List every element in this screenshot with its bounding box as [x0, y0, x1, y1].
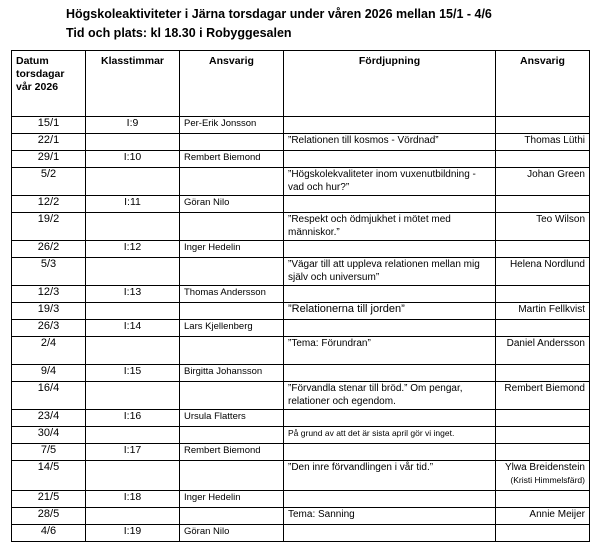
ansvarig-2-cell: [496, 286, 590, 303]
fordjupning-cell: [284, 365, 496, 382]
ansvarig-cell: [180, 508, 284, 525]
fordjupning-cell-text: ”Relationerna till jorden”: [288, 303, 405, 315]
ansvarig-2-cell: [496, 508, 590, 525]
ansvarig-2-cell: [496, 134, 590, 151]
date-cell: [12, 410, 86, 427]
ansvarig-2-cell-text: Ylwa Breidenstein: [504, 462, 585, 473]
klasstimme-cell-text: I:10: [123, 151, 142, 163]
date-cell-text: 30/4: [37, 427, 60, 439]
klasstimme-cell-text: I:18: [123, 491, 142, 503]
date-cell: [12, 337, 86, 365]
table-row: [12, 286, 590, 303]
fordjupning-cell: [284, 196, 496, 213]
ansvarig-cell: [180, 151, 284, 168]
ansvarig-2-cell-text: Thomas Lüthi: [524, 135, 585, 146]
date-cell-text: 5/3: [40, 258, 57, 270]
ansvarig-cell-text: Birgitta Johansson: [184, 366, 263, 377]
header-klasstimmar: Klasstimmar: [86, 51, 180, 117]
fordjupning-cell-text: På grund av att det är sista april gör vi inget.: [288, 428, 455, 438]
ansvarig-2-cell: [496, 213, 590, 241]
date-cell: [12, 286, 86, 303]
fordjupning-cell-text: ”Respekt och ödmjukhet i mötet med människor.”: [288, 214, 451, 238]
header-ansvarig-1: Ansvarig: [180, 51, 284, 117]
ansvarig-cell: [180, 365, 284, 382]
ansvarig-cell-text: Ursula Flatters: [184, 411, 246, 422]
klasstimme-cell: [86, 286, 180, 303]
ansvarig-2-cell: [496, 382, 590, 410]
date-cell-text: 16/4: [37, 382, 60, 394]
fordjupning-cell: [284, 461, 496, 491]
ansvarig-cell: [180, 168, 284, 196]
table-row: [12, 258, 590, 286]
header-fordjupning: Fördjupning: [284, 51, 496, 117]
klasstimme-cell: [86, 508, 180, 525]
ansvarig-cell: [180, 320, 284, 337]
fordjupning-cell: [284, 320, 496, 337]
klasstimme-cell: [86, 525, 180, 542]
fordjupning-cell: [284, 337, 496, 365]
table-row: [12, 168, 590, 196]
table-row: [12, 196, 590, 213]
klasstimme-cell: [86, 196, 180, 213]
ansvarig-cell: [180, 213, 284, 241]
klasstimme-cell-text: I:12: [123, 241, 142, 253]
ansvarig-2-note: (Kristi Himmelsfärd): [510, 475, 585, 485]
ansvarig-2-cell-text: Helena Nordlund: [509, 259, 585, 270]
klasstimme-cell-text: I:9: [126, 117, 139, 129]
date-cell: [12, 168, 86, 196]
ansvarig-cell: [180, 117, 284, 134]
date-cell-text: 23/4: [37, 410, 60, 422]
klasstimme-cell: [86, 213, 180, 241]
date-cell: [12, 258, 86, 286]
klasstimme-cell: [86, 444, 180, 461]
fordjupning-cell-text: ”Vägar till att uppleva relationen mellan mig själv och universum”: [288, 259, 480, 283]
date-cell-text: 15/1: [37, 117, 60, 129]
date-cell: [12, 213, 86, 241]
date-cell: [12, 134, 86, 151]
table-row: [12, 337, 590, 365]
ansvarig-2-cell: [496, 525, 590, 542]
ansvarig-cell: [180, 427, 284, 444]
date-cell: [12, 427, 86, 444]
date-cell: [12, 303, 86, 320]
fordjupning-cell-text: ”Tema: Förundran”: [288, 338, 371, 349]
ansvarig-2-cell: [496, 410, 590, 427]
ansvarig-2-cell: [496, 241, 590, 258]
date-cell: [12, 320, 86, 337]
table-row: [12, 427, 590, 444]
table-row: [12, 525, 590, 542]
ansvarig-2-cell: [496, 196, 590, 213]
table-row: [12, 444, 590, 461]
fordjupning-cell: [284, 491, 496, 508]
klasstimme-cell: [86, 117, 180, 134]
table-row: [12, 303, 590, 320]
date-cell-text: 26/3: [37, 320, 60, 332]
ansvarig-2-cell: [496, 117, 590, 134]
date-cell-text: 9/4: [40, 365, 57, 377]
ansvarig-cell: [180, 286, 284, 303]
ansvarig-2-cell: [496, 258, 590, 286]
klasstimme-cell-text: I:19: [123, 525, 142, 537]
date-cell-text: 26/2: [37, 241, 60, 253]
klasstimme-cell-text: I:16: [123, 410, 142, 422]
fordjupning-cell: [284, 508, 496, 525]
ansvarig-2-cell: [496, 320, 590, 337]
ansvarig-cell: [180, 196, 284, 213]
ansvarig-cell-text: Lars Kjellenberg: [184, 321, 253, 332]
fordjupning-cell: [284, 444, 496, 461]
klasstimme-cell-text: I:13: [123, 286, 142, 298]
ansvarig-cell: [180, 134, 284, 151]
fordjupning-cell-text: ”Högskolekvaliteter inom vuxenutbildning - vad och hur?”: [288, 169, 476, 193]
date-cell-text: 4/6: [40, 525, 57, 537]
ansvarig-cell-text: Rembert Biemond: [184, 445, 261, 456]
klasstimme-cell: [86, 241, 180, 258]
table-row: [12, 320, 590, 337]
ansvarig-2-cell: [496, 444, 590, 461]
table-row: [12, 491, 590, 508]
fordjupning-cell: [284, 151, 496, 168]
table-row: [12, 241, 590, 258]
klasstimme-cell-text: I:11: [124, 196, 141, 208]
ansvarig-2-cell: [496, 365, 590, 382]
date-cell: [12, 525, 86, 542]
date-cell: [12, 461, 86, 491]
ansvarig-2-cell: [496, 491, 590, 508]
ansvarig-cell-text: Per-Erik Jonsson: [184, 118, 257, 129]
fordjupning-cell: [284, 382, 496, 410]
header-datum: Datum torsdagar vår 2026: [12, 51, 86, 117]
date-cell: [12, 117, 86, 134]
fordjupning-cell: [284, 525, 496, 542]
ansvarig-cell-text: Göran Nilo: [184, 526, 230, 537]
header-ansvarig-2: Ansvarig: [496, 51, 590, 117]
fordjupning-cell: [284, 134, 496, 151]
date-cell-text: 28/5: [37, 508, 60, 520]
document-title: [66, 5, 492, 43]
fordjupning-cell: [284, 213, 496, 241]
ansvarig-cell: [180, 525, 284, 542]
klasstimme-cell-text: I:17: [123, 444, 142, 456]
table-row: [12, 410, 590, 427]
fordjupning-cell-text: ”Relationen till kosmos - Vördnad”: [288, 135, 439, 146]
klasstimme-cell: [86, 258, 180, 286]
ansvarig-2-cell: [496, 303, 590, 320]
date-cell: [12, 491, 86, 508]
date-cell-text: 7/5: [40, 444, 57, 456]
date-cell-text: 14/5: [37, 461, 60, 473]
klasstimme-cell: [86, 491, 180, 508]
ansvarig-2-cell-text: Annie Meijer: [529, 509, 585, 520]
klasstimme-cell-text: I:14: [123, 320, 142, 332]
ansvarig-2-cell-text: Teo Wilson: [536, 214, 585, 225]
ansvarig-cell: [180, 241, 284, 258]
ansvarig-cell: [180, 337, 284, 365]
fordjupning-cell: [284, 303, 496, 320]
ansvarig-cell: [180, 258, 284, 286]
table-row: [12, 382, 590, 410]
date-cell: [12, 365, 86, 382]
schedule-body: [12, 117, 590, 542]
klasstimme-cell: [86, 168, 180, 196]
ansvarig-cell: [180, 303, 284, 320]
date-cell: [12, 444, 86, 461]
klasstimme-cell: [86, 410, 180, 427]
ansvarig-cell-text: Göran Nilo: [184, 197, 230, 208]
table-row: [12, 461, 590, 491]
ansvarig-cell-text: Inger Hedelin: [184, 492, 241, 503]
ansvarig-2-cell-text: Rembert Biemond: [504, 383, 585, 394]
klasstimme-cell: [86, 382, 180, 410]
table-row: [12, 213, 590, 241]
ansvarig-2-cell: [496, 168, 590, 196]
table-row: [12, 151, 590, 168]
date-cell-text: 12/3: [37, 286, 60, 298]
table-row: [12, 508, 590, 525]
ansvarig-cell: [180, 382, 284, 410]
date-cell-text: 21/5: [37, 491, 60, 503]
klasstimme-cell: [86, 134, 180, 151]
fordjupning-cell: [284, 427, 496, 444]
klasstimme-cell: [86, 365, 180, 382]
fordjupning-cell: [284, 410, 496, 427]
fordjupning-cell: [284, 168, 496, 196]
date-cell: [12, 382, 86, 410]
ansvarig-2-cell: [496, 427, 590, 444]
table-row: [12, 365, 590, 382]
klasstimme-cell: [86, 320, 180, 337]
ansvarig-2-cell-text: Johan Green: [527, 169, 585, 180]
date-cell-text: 12/2: [37, 196, 60, 208]
schedule-table: [11, 50, 590, 542]
date-cell-text: 29/1: [37, 151, 60, 163]
ansvarig-cell-text: Inger Hedelin: [184, 242, 241, 253]
klasstimme-cell: [86, 461, 180, 491]
date-cell: [12, 151, 86, 168]
table-row: [12, 134, 590, 151]
date-cell-text: 22/1: [37, 134, 60, 146]
date-cell-text: 5/2: [40, 168, 57, 180]
ansvarig-cell: [180, 444, 284, 461]
ansvarig-cell: [180, 461, 284, 491]
date-cell: [12, 508, 86, 525]
date-cell-text: 19/2: [37, 213, 60, 225]
fordjupning-cell: [284, 258, 496, 286]
date-cell: [12, 241, 86, 258]
klasstimme-cell: [86, 427, 180, 444]
fordjupning-cell-text: Tema: Sanning: [288, 509, 355, 520]
header-row: [12, 51, 590, 117]
date-cell: [12, 196, 86, 213]
date-cell-text: 19/3: [37, 303, 60, 315]
ansvarig-2-cell-text: Daniel Andersson: [506, 338, 585, 349]
date-cell-text: 2/4: [40, 337, 57, 349]
ansvarig-2-cell: [496, 151, 590, 168]
klasstimme-cell-text: I:15: [123, 365, 142, 377]
klasstimme-cell: [86, 337, 180, 365]
table-row: [12, 117, 590, 134]
klasstimme-cell: [86, 303, 180, 320]
fordjupning-cell: [284, 241, 496, 258]
ansvarig-cell: [180, 491, 284, 508]
title-line-1: Högskoleaktiviteter i Järna torsdagar under våren 2026 mellan 15/1 - 4/6: [66, 7, 492, 21]
ansvarig-2-cell-text: Martin Fellkvist: [518, 304, 585, 315]
fordjupning-cell-text: ”Förvandla stenar till bröd.” Om pengar, relationer och egendom.: [288, 383, 463, 407]
title-line-2: Tid och plats: kl 18.30 i Robyggesalen: [66, 26, 292, 40]
fordjupning-cell: [284, 117, 496, 134]
ansvarig-2-cell: [496, 337, 590, 365]
ansvarig-cell-text: Thomas Andersson: [184, 287, 266, 298]
ansvarig-cell: [180, 410, 284, 427]
fordjupning-cell: [284, 286, 496, 303]
ansvarig-cell-text: Rembert Biemond: [184, 152, 261, 163]
fordjupning-cell-text: ”Den inre förvandlingen i vår tid.”: [288, 462, 434, 473]
klasstimme-cell: [86, 151, 180, 168]
ansvarig-2-cell: [496, 461, 590, 491]
